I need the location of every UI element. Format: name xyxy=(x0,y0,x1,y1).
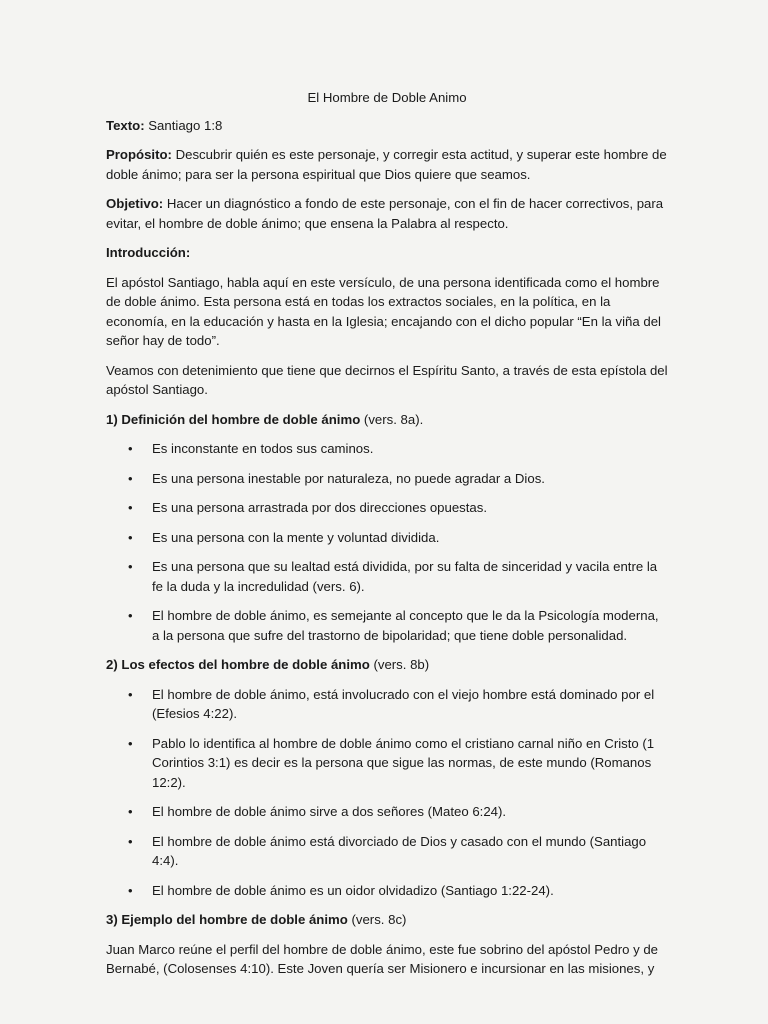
section-1-heading xyxy=(106,410,668,430)
section-3-ref: (vers. 8c) xyxy=(347,912,407,927)
proposito-paragraph xyxy=(106,145,668,184)
introduccion-paragraph-2: Veamos con detenimiento que tiene que decirnos el Espíritu Santo, a través de esta epístola del apóstol Santiago. xyxy=(106,362,668,397)
list-item xyxy=(106,881,668,901)
bullet-icon: • xyxy=(128,441,133,456)
list-item-text: Es una persona con la mente y voluntad dividida. xyxy=(152,529,440,545)
objetivo-label: Objetivo: xyxy=(106,196,164,211)
proposito-label: Propósito: xyxy=(106,147,172,162)
bullet-icon: • xyxy=(128,608,133,623)
list-item-text: Es una persona inestable por naturaleza, no puede agradar a Dios. xyxy=(152,470,545,486)
list-item xyxy=(106,685,668,724)
list-item xyxy=(106,832,668,871)
list-item-text: El hombre de doble ánimo, es semejante al concepto que le da la Psicología moderna, a la persona que sufre del trastorno de bipolaridad; que tiene doble personalidad. xyxy=(152,608,659,643)
bullet-icon: • xyxy=(128,735,133,751)
list-item xyxy=(106,734,668,793)
section-1-heading-text: 1) Definición del hombre de doble ánimo xyxy=(106,411,361,427)
section-1-ref: (vers. 8a). xyxy=(360,411,424,427)
list-item-text: Pablo lo identifica al hombre de doble ánimo como el cristiano carnal niño en Cristo (1 Corintios 3:1) es decir es la persona que sigue las normas, de este mundo (Romanos 12:2). xyxy=(152,735,655,790)
list-item-text: Es una persona que su lealtad está dividida, por su falta de sinceridad y vacila entre la fe la duda y la incredulidad (vers. 6). xyxy=(152,559,658,594)
list-item-text: Es una persona arrastrada por dos direcciones opuestas. xyxy=(152,500,488,515)
bullet-icon: • xyxy=(128,833,133,849)
section-3-heading-text: 3) Ejemplo del hombre de doble ánimo xyxy=(106,912,348,927)
list-item xyxy=(106,469,668,489)
section-2-heading xyxy=(106,655,668,675)
texto-paragraph xyxy=(106,116,668,136)
section-3-heading xyxy=(106,910,668,930)
objetivo-value: Hacer un diagnóstico a fondo de este personaje, con el fin de hacer correctivos, para evitar, el hombre de doble ánimo; que ensena la Palabra al respecto. xyxy=(106,196,664,231)
list-item xyxy=(106,802,668,822)
list-item xyxy=(106,439,668,459)
list-item-text: El hombre de doble ánimo sirve a dos señores (Mateo 6:24). xyxy=(152,804,507,819)
closing-paragraph: Juan Marco reúne el perfil del hombre de doble ánimo, este fue sobrino del apóstol Pedro y de Bernabé, (Colosenses 4:10). Este Joven quería ser Misionero e incursionar en las misiones, y xyxy=(106,941,659,976)
list-item xyxy=(106,528,668,548)
texto-label: Texto: xyxy=(106,117,145,133)
section-2-ref: (vers. 8b) xyxy=(369,657,430,672)
bullet-icon: • xyxy=(128,559,133,574)
list-item xyxy=(106,557,668,596)
bullet-icon: • xyxy=(128,470,133,486)
list-item xyxy=(106,606,668,645)
bullet-icon: • xyxy=(128,882,133,898)
introduccion-heading xyxy=(106,243,668,263)
document-title: El Hombre de Doble Animo xyxy=(307,90,467,105)
list-item-text: Es inconstante en todos sus caminos. xyxy=(152,441,374,456)
bullet-icon: • xyxy=(128,686,133,702)
objetivo-paragraph xyxy=(106,194,668,233)
list-item xyxy=(106,498,668,518)
bullet-icon: • xyxy=(128,500,133,515)
list-item-text: El hombre de doble ánimo es un oidor olvidadizo (Santiago 1:22-24). xyxy=(152,882,554,898)
section-2-list xyxy=(106,685,668,901)
section-1-list xyxy=(106,439,668,645)
list-item-text: El hombre de doble ánimo, está involucrado con el viejo hombre está dominado por el (Efesios 4:22). xyxy=(152,686,655,721)
proposito-value: Descubrir quién es este personaje, y corregir esta actitud, y superar este hombre de doble ánimo; para ser la persona espiritual que Dios quiere que seamos. xyxy=(106,147,667,182)
list-item-text: El hombre de doble ánimo está divorciado de Dios y casado con el mundo (Santiago 4:4). xyxy=(152,833,647,868)
introduccion-paragraph-1: El apóstol Santiago, habla aquí en este versículo, de una persona identificada como el hombre de doble ánimo. Esta persona está en todas los extractos sociales, en la política, en la economía, en la educación y hasta en la Iglesia; encajando con el dicho popular “En la viña del señor hay de todo”. xyxy=(106,274,661,348)
texto-value: Santiago 1:8 xyxy=(144,117,223,133)
bullet-icon: • xyxy=(128,529,133,545)
section-2-heading-text: 2) Los efectos del hombre de doble ánimo xyxy=(106,657,370,672)
bullet-icon: • xyxy=(128,804,133,819)
introduccion-heading-text: Introducción: xyxy=(106,245,191,260)
